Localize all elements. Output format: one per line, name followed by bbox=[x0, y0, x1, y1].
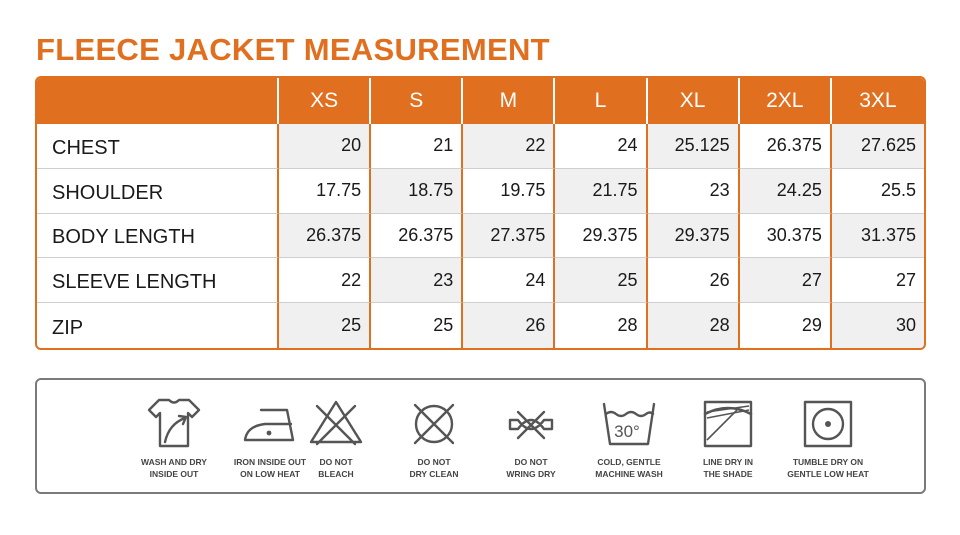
care-label: IRON INSIDE OUT ON LOW HEAT bbox=[233, 457, 307, 479]
care-label: COLD, GENTLE MACHINE WASH bbox=[595, 457, 663, 479]
tumble-dry-low-icon bbox=[797, 396, 859, 452]
measurement-cell: 27.375 bbox=[463, 214, 555, 259]
measurement-cell: 26 bbox=[648, 258, 740, 303]
measurement-cell: 26.375 bbox=[740, 124, 832, 169]
size-header-xl: XL bbox=[648, 78, 740, 124]
header-corner bbox=[37, 78, 279, 124]
measurement-cell: 21.75 bbox=[555, 169, 647, 214]
measurement-cell: 22 bbox=[463, 124, 555, 169]
measurement-cell: 18.75 bbox=[371, 169, 463, 214]
measurement-cell: 26.375 bbox=[371, 214, 463, 259]
do-not-bleach-icon bbox=[305, 396, 367, 452]
size-header-xs: XS bbox=[279, 78, 371, 124]
measurement-cell: 23 bbox=[648, 169, 740, 214]
care-label: TUMBLE DRY ON GENTLE LOW HEAT bbox=[787, 457, 869, 479]
measurement-cell: 29 bbox=[740, 303, 832, 348]
do-not-wring-icon bbox=[500, 396, 562, 452]
care-instructions-panel bbox=[35, 378, 926, 494]
measurement-cell: 25.125 bbox=[648, 124, 740, 169]
measurement-cell: 26.375 bbox=[279, 214, 371, 259]
measurement-cell: 20 bbox=[279, 124, 371, 169]
measurement-cell: 27 bbox=[740, 258, 832, 303]
row-label: SLEEVE LENGTH bbox=[37, 258, 279, 303]
care-label: DO NOT WRING DRY bbox=[506, 457, 556, 479]
measurement-cell: 24 bbox=[463, 258, 555, 303]
measurement-cell: 29.375 bbox=[648, 214, 740, 259]
care-item bbox=[476, 396, 586, 480]
measurement-cell: 24 bbox=[555, 124, 647, 169]
row-label: CHEST bbox=[37, 124, 279, 169]
measurement-cell: 28 bbox=[555, 303, 647, 348]
measurement-cell: 19.75 bbox=[463, 169, 555, 214]
line-dry-shade-icon bbox=[697, 396, 759, 452]
wash-inside-out-icon bbox=[143, 396, 205, 452]
care-item bbox=[281, 396, 391, 480]
care-label: DO NOT BLEACH bbox=[318, 457, 354, 479]
measurement-cell: 24.25 bbox=[740, 169, 832, 214]
size-header-3xl: 3XL bbox=[832, 78, 924, 124]
measurement-cell: 29.375 bbox=[555, 214, 647, 259]
measurement-cell: 21 bbox=[371, 124, 463, 169]
page-title: FLEECE JACKET MEASUREMENT bbox=[36, 32, 550, 67]
measurement-cell: 28 bbox=[648, 303, 740, 348]
care-label: LINE DRY IN THE SHADE bbox=[702, 457, 754, 479]
measurement-cell: 23 bbox=[371, 258, 463, 303]
row-label: ZIP bbox=[37, 303, 279, 348]
measurement-cell: 27.625 bbox=[832, 124, 924, 169]
measurement-cell: 25 bbox=[555, 258, 647, 303]
size-header-m: M bbox=[463, 78, 555, 124]
measurement-cell: 30.375 bbox=[740, 214, 832, 259]
care-label: DO NOT DRY CLEAN bbox=[409, 457, 459, 479]
care-item bbox=[574, 396, 684, 480]
care-item bbox=[773, 396, 883, 480]
measurement-cell: 27 bbox=[832, 258, 924, 303]
wash-temperature-text: 30° bbox=[614, 422, 640, 441]
care-item bbox=[379, 396, 489, 480]
measurement-cell: 25.5 bbox=[832, 169, 924, 214]
measurement-cell: 25 bbox=[279, 303, 371, 348]
size-chart-table bbox=[35, 76, 926, 350]
row-label: SHOULDER bbox=[37, 169, 279, 214]
measurement-cell: 17.75 bbox=[279, 169, 371, 214]
care-label: WASH AND DRY INSIDE OUT bbox=[141, 457, 207, 479]
care-item bbox=[673, 396, 783, 480]
size-header-l: L bbox=[555, 78, 647, 124]
size-header-2xl: 2XL bbox=[740, 78, 832, 124]
care-item bbox=[119, 396, 229, 480]
measurement-cell: 31.375 bbox=[832, 214, 924, 259]
row-label: BODY LENGTH bbox=[37, 214, 279, 259]
do-not-dry-clean-icon bbox=[403, 396, 465, 452]
measurement-cell: 30 bbox=[832, 303, 924, 348]
measurement-cell: 26 bbox=[463, 303, 555, 348]
cold-machine-wash-icon bbox=[598, 396, 660, 452]
size-header-s: S bbox=[371, 78, 463, 124]
measurement-cell: 25 bbox=[371, 303, 463, 348]
measurement-cell: 22 bbox=[279, 258, 371, 303]
